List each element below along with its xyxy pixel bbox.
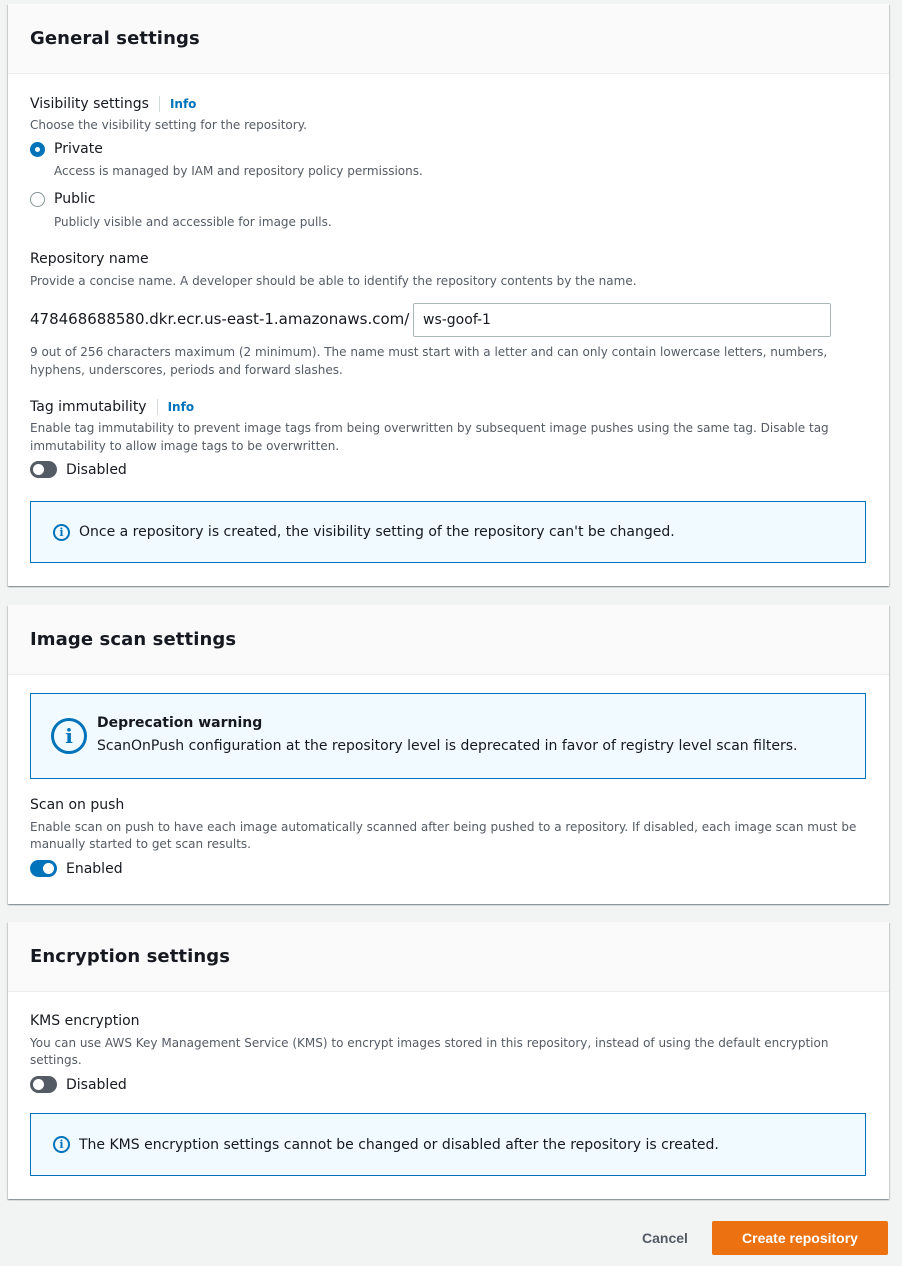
visibility-alert [30, 501, 866, 563]
repository-name-label: Repository name [30, 251, 149, 267]
radio-public-icon[interactable] [30, 192, 45, 207]
repository-name-description: Provide a concise name. A developer should be able to identify the repository contents by the name. [30, 274, 637, 288]
radio-private-description: Access is managed by IAM and repository policy permissions. [54, 164, 423, 178]
scan-on-push-desc-line2: manually started to get scan results. [30, 837, 251, 851]
visibility-description: Choose the visibility setting for the repository. [30, 118, 307, 132]
info-circle-icon: i [51, 718, 87, 754]
visibility-alert-text: Once a repository is created, the visibility setting of the repository can't be changed. [79, 524, 675, 540]
general-settings-title: General settings [30, 28, 200, 49]
scan-on-push-toggle-label: Enabled [66, 860, 123, 877]
encryption-settings-body [8, 992, 889, 1198]
kms-encryption-toggle-row[interactable] [30, 1076, 127, 1093]
visibility-label: Visibility settings [30, 96, 149, 112]
tag-immutability-toggle-label: Disabled [66, 461, 127, 478]
radio-public-description: Publicly visible and accessible for image pulls. [54, 215, 332, 229]
kms-encryption-toggle[interactable] [30, 1076, 57, 1093]
repository-name-hint-line1: 9 out of 256 characters maximum (2 minimum). The name must start with a letter and can only contain lowercase letters, numbers, [30, 345, 828, 359]
repository-uri-prefix: 478468688580.dkr.ecr.us-east-1.amazonaws.com/ [30, 310, 410, 328]
tag-immutability-desc-line1: Enable tag immutability to prevent image tags from being overwritten by subsequent image pushes using the same tag. Disable tag [30, 421, 829, 435]
image-scan-settings-panel [8, 605, 889, 904]
general-settings-header [8, 4, 889, 74]
encryption-settings-panel [8, 922, 889, 1199]
toggle-knob [43, 863, 54, 874]
radio-public[interactable] [30, 191, 95, 207]
radio-public-label[interactable]: Public [54, 191, 96, 207]
scan-on-push-toggle-row[interactable] [30, 860, 123, 877]
repository-name-input[interactable]: ws-goof-1 [413, 303, 831, 337]
create-repository-button[interactable]: Create repository [712, 1221, 888, 1255]
tag-immutability-toggle[interactable] [30, 461, 57, 478]
deprecation-warning-text: ScanOnPush configuration at the repository level is deprecated in favor of registry level scan filters. [97, 737, 798, 754]
visibility-label-row [30, 96, 196, 112]
kms-alert-text: The KMS encryption settings cannot be changed or disabled after the repository is created. [79, 1136, 719, 1153]
tag-immutability-toggle-row[interactable] [30, 461, 127, 478]
deprecation-warning-alert [30, 693, 866, 779]
info-circle-icon: i [53, 1136, 70, 1153]
tag-immutability-label-row [30, 399, 194, 415]
encryption-settings-header [8, 922, 889, 992]
tag-immutability-info-link[interactable]: Info [157, 399, 194, 415]
image-scan-settings-title: Image scan settings [30, 629, 237, 650]
general-settings-panel [8, 4, 889, 586]
repository-name-hint-line2: hyphens, underscores, periods and forward slashes. [30, 363, 343, 377]
radio-private-icon[interactable] [30, 142, 45, 157]
tag-immutability-label: Tag immutability [30, 399, 147, 415]
scan-on-push-desc-line1: Enable scan on push to have each image automatically scanned after being pushed to a repository. If disabled, each image scan must be [30, 820, 857, 834]
toggle-knob [33, 464, 44, 475]
scan-on-push-label: Scan on push [30, 797, 125, 813]
deprecation-warning-content [97, 715, 797, 754]
tag-immutability-desc-line2: immutability to allow image tags to be overwritten. [30, 439, 340, 453]
image-scan-settings-header [8, 605, 889, 675]
kms-encryption-label: KMS encryption [30, 1013, 140, 1029]
kms-encryption-desc-line1: You can use AWS Key Management Service (KMS) to encrypt images stored in this repository, instead of using the default encryption [30, 1036, 829, 1050]
radio-private-label[interactable]: Private [54, 141, 103, 157]
radio-private[interactable] [30, 141, 103, 157]
encryption-settings-title: Encryption settings [30, 946, 231, 967]
scan-on-push-toggle[interactable] [30, 860, 57, 877]
cancel-button[interactable]: Cancel [620, 1222, 710, 1254]
deprecation-warning-title: Deprecation warning [97, 714, 263, 731]
kms-encryption-desc-line2: settings. [30, 1053, 82, 1067]
kms-alert [30, 1113, 866, 1176]
general-settings-body [8, 74, 889, 585]
info-circle-icon: i [53, 524, 70, 541]
visibility-info-link[interactable]: Info [159, 96, 196, 112]
toggle-knob [33, 1079, 44, 1090]
kms-encryption-toggle-label: Disabled [66, 1076, 127, 1093]
image-scan-settings-body [8, 675, 889, 903]
